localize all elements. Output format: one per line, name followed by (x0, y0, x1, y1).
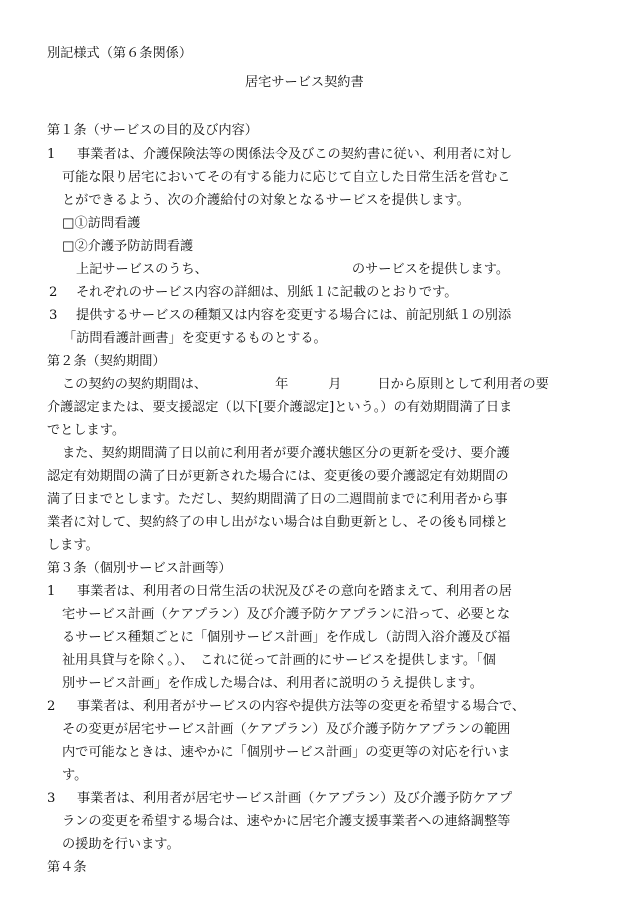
month-label: 月 (328, 377, 342, 392)
contract-period-prefix: この契約の契約期間は、 (62, 377, 208, 392)
article-3-item-1-line-5: 別サービス計画」を作成した場合は、利用者に説明のうえ提供します。 (62, 676, 483, 691)
article-3-item-3-line-1: 事業者は、利用者が居宅サービス計画（ケアプラン）及び介護予防ケアプ (77, 791, 513, 806)
article-3-item-1-line-1: 事業者は、利用者の日常生活の状況及びその意向を踏まえて、利用者の居 (77, 584, 512, 599)
article-3-item-2-line-2: その変更が居宅サービス計画（ケアプラン）及び介護予防ケアプランの範囲 (62, 722, 511, 737)
article-3-item-3-number: 3 (47, 791, 56, 806)
selected-service-prefix: 上記サービスのうち、 (76, 262, 208, 277)
article-3-item-3-line-2: ランの変更を希望する場合は、速やかに居宅介護支援事業者への連絡調整等 (62, 814, 511, 829)
article-2-para-2-line-2: 認定有効期間の満了日が更新された場合には、変更後の要介護認定有効期間の (47, 469, 509, 484)
article-2-para-2-line-3: 満了日までとします。ただし、契約期間満了日の二週間前までに利用者から事 (47, 492, 508, 507)
article-1-item-1-line-1: 事業者は、介護保険法等の関係法令及びこの契約書に従い、利用者に対し (77, 147, 513, 162)
article-1-item-3-number: 3 (49, 308, 58, 323)
article-1-item-2-number: 2 (49, 285, 58, 300)
article-2-para-1-line-3: でとします。 (47, 423, 126, 438)
article-3-item-2-line-3: 内で可能なときは、速やかに「個別サービス計画」の変更等の対応を行いま (62, 745, 511, 760)
day-label: 日から原則として利用者の要 (377, 377, 549, 392)
article-4-heading: 第４条 (47, 860, 87, 875)
article-1-item-2-line-1: それぞれのサービス内容の詳細は、別紙１に記載のとおりです。 (76, 285, 458, 300)
article-3-item-1-line-3: るサービス種類ごとに「個別サービス計画」を作成し（訪問入浴介護及び福 (62, 630, 511, 645)
article-3-heading: 第３条（個別サービス計画等） (47, 561, 232, 576)
article-2-para-1-line-2: 介護認定または、要支援認定（以下[要介護認定]という。）の有効期間満了日ま (47, 400, 513, 415)
document-title: 居宅サービス契約書 (245, 75, 364, 90)
article-1-heading: 第１条（サービスの目的及び内容） (47, 123, 258, 138)
article-2-para-2-line-4: 業者に対して、契約終了の申し出がない場合は自動更新とし、その後も同様と (47, 515, 509, 530)
article-3-item-3-line-3: の援助を行います。 (62, 837, 180, 852)
article-1-item-1-line-3: とができるよう、次の介護給付の対象となるサービスを提供します。 (62, 193, 470, 208)
article-1-item-1-line-2: 可能な限り居宅においてその有する能力に応じて自立した日常生活を営むこ (62, 170, 511, 185)
article-3-item-2-line-1: 事業者は、利用者がサービスの内容や提供方法等の変更を希望する場合で、 (77, 699, 526, 714)
article-2-para-2-line-1: また、契約期間満了日以前に利用者が要介護状態区分の更新を受け、要介護 (62, 446, 510, 461)
selected-service-suffix: のサービスを提供します。 (351, 262, 510, 277)
contract-period-line (62, 378, 549, 391)
article-1-item-1-number: 1 (47, 147, 56, 162)
selected-service-line (76, 263, 509, 276)
form-label: 別記様式（第６条関係） (47, 46, 193, 61)
article-1-item-3-line-2: 「訪問看護計画書」を変更するものとする。 (63, 331, 327, 346)
article-3-item-1-line-2: 宅サービス計画（ケアプラン）及び介護予防ケアプランに沿って、必要とな (62, 607, 511, 622)
article-3-item-2-line-4: す。 (62, 768, 88, 783)
year-label: 年 (275, 377, 289, 392)
article-3-item-1-number: 1 (47, 584, 56, 599)
article-1-item-3-line-1: 提供するサービスの種類又は内容を変更する場合には、前記別紙１の別添 (76, 308, 512, 323)
article-3-item-2-number: 2 (47, 699, 56, 714)
service-option-home-nursing: □①訪問看護 (62, 216, 141, 231)
article-2-heading: 第２条（契約期間） (47, 354, 166, 369)
article-2-para-2-line-5: します。 (47, 538, 99, 553)
article-3-item-1-line-4: 祉用具貸与を除く。）、 これに従って計画的にサービスを提供します。「個 (62, 653, 496, 668)
service-option-preventive-home-nursing: □②介護予防訪問看護 (62, 239, 194, 254)
